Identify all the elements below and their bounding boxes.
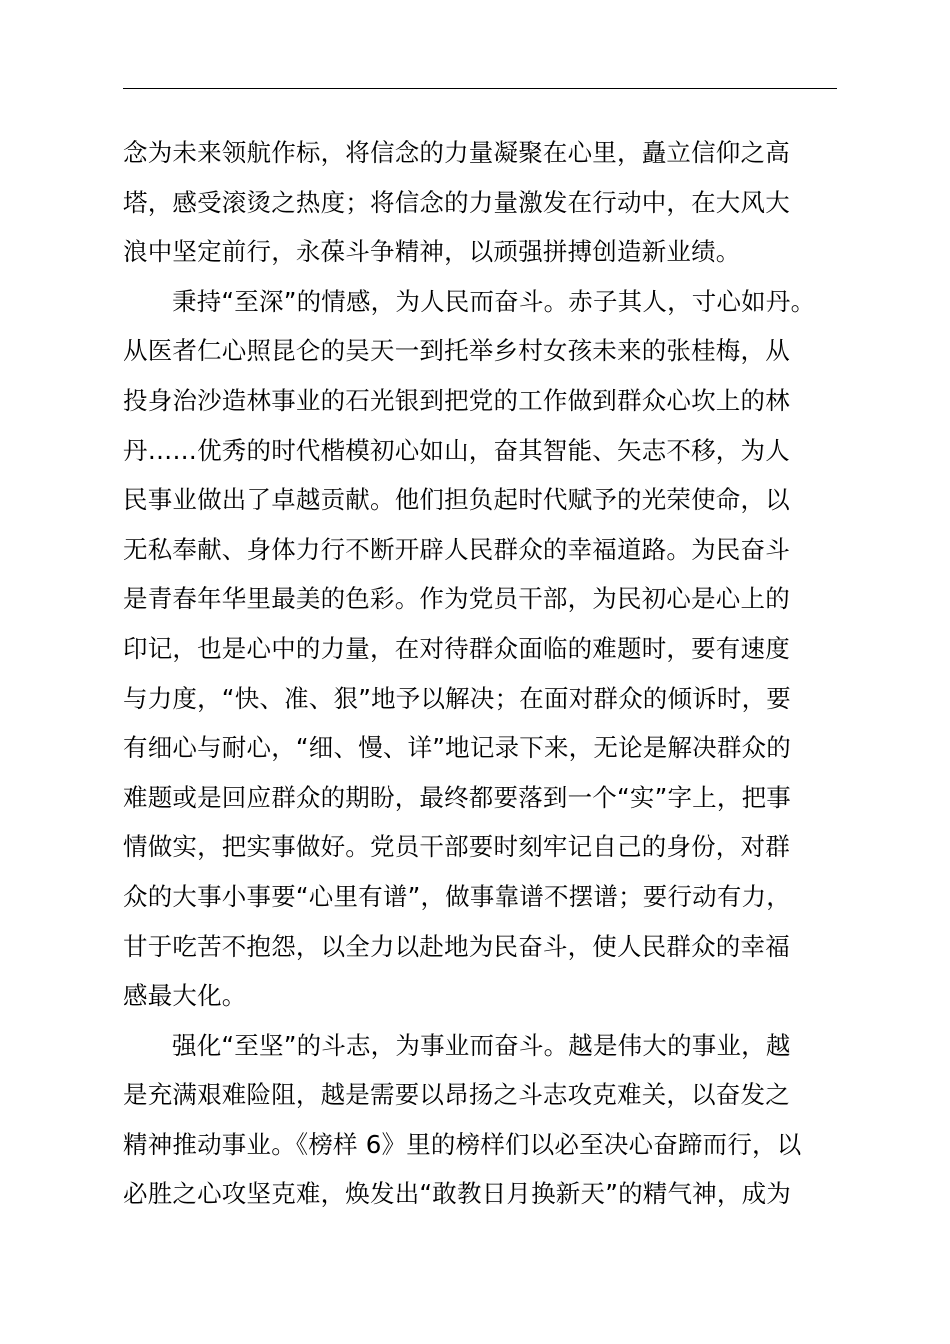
text-line: 无私奉献、身体力行不断开辟人民群众的幸福道路。为民奋斗 bbox=[123, 534, 790, 564]
text-line: 与力度，“快、准、狠”地予以解决；在面对群众的倾诉时，要 bbox=[123, 683, 791, 713]
text-line: 情做实，把实事做好。党员干部要时刻牢记自己的身份，对群 bbox=[123, 832, 790, 862]
header-rule bbox=[123, 88, 837, 89]
text-line: 民事业做出了卓越贡献。他们担负起时代赋予的光荣使命，以 bbox=[123, 485, 790, 515]
text-line: 感最大化。 bbox=[123, 981, 247, 1011]
paragraph-first-line: 强化“至坚”的斗志，为事业而奋斗。越是伟大的事业，越 bbox=[172, 1030, 791, 1060]
text-line: 丹……优秀的时代楷模初心如山，奋其智能、矢志不移，为人 bbox=[123, 435, 790, 465]
paragraph-first-line: 秉持“至深”的情感，为人民而奋斗。赤子其人，寸心如丹。 bbox=[172, 286, 816, 316]
text-line: 从医者仁心照昆仑的吴天一到托举乡村女孩未来的张桂梅，从 bbox=[123, 336, 790, 366]
text-line: 投身治沙造林事业的石光银到把党的工作做到群众心坎上的林 bbox=[123, 385, 790, 415]
text-line: 甘于吃苦不抱怨，以全力以赴地为民奋斗，使人民群众的幸福 bbox=[123, 931, 790, 961]
text-line: 有细心与耐心，“细、慢、详”地记录下来，无论是解决群众的 bbox=[123, 733, 791, 763]
text-line: 浪中坚定前行，永葆斗争精神，以顽强拼搏创造新业绩。 bbox=[123, 237, 741, 267]
text-line: 念为未来领航作标，将信念的力量凝聚在心里，矗立信仰之高 bbox=[123, 138, 790, 167]
text-line: 难题或是回应群众的期盼，最终都要落到一个“实”字上，把事 bbox=[123, 782, 791, 812]
text-line: 是青春年华里最美的色彩。作为党员干部，为民初心是心上的 bbox=[123, 584, 790, 614]
text-line: 印记，也是心中的力量，在对待群众面临的难题时，要有速度 bbox=[123, 633, 790, 663]
document-body bbox=[123, 128, 858, 1219]
text-line: 必胜之心攻坚克难，焕发出“敢教日月换新天”的精气神，成为 bbox=[123, 1179, 791, 1209]
text-line: 众的大事小事要“心里有谱”，做事靠谱不摆谱；要行动有力， bbox=[123, 881, 791, 911]
text-line: 精神推动事业。《榜样 6》里的榜样们以必至决心奋蹄而行，以 bbox=[123, 1129, 802, 1159]
text-line: 是充满艰难险阻，越是需要以昂扬之斗志攻克难关，以奋发之 bbox=[123, 1080, 790, 1110]
text-line: 塔，感受滚烫之热度；将信念的力量激发在行动中，在大风大 bbox=[123, 187, 790, 217]
